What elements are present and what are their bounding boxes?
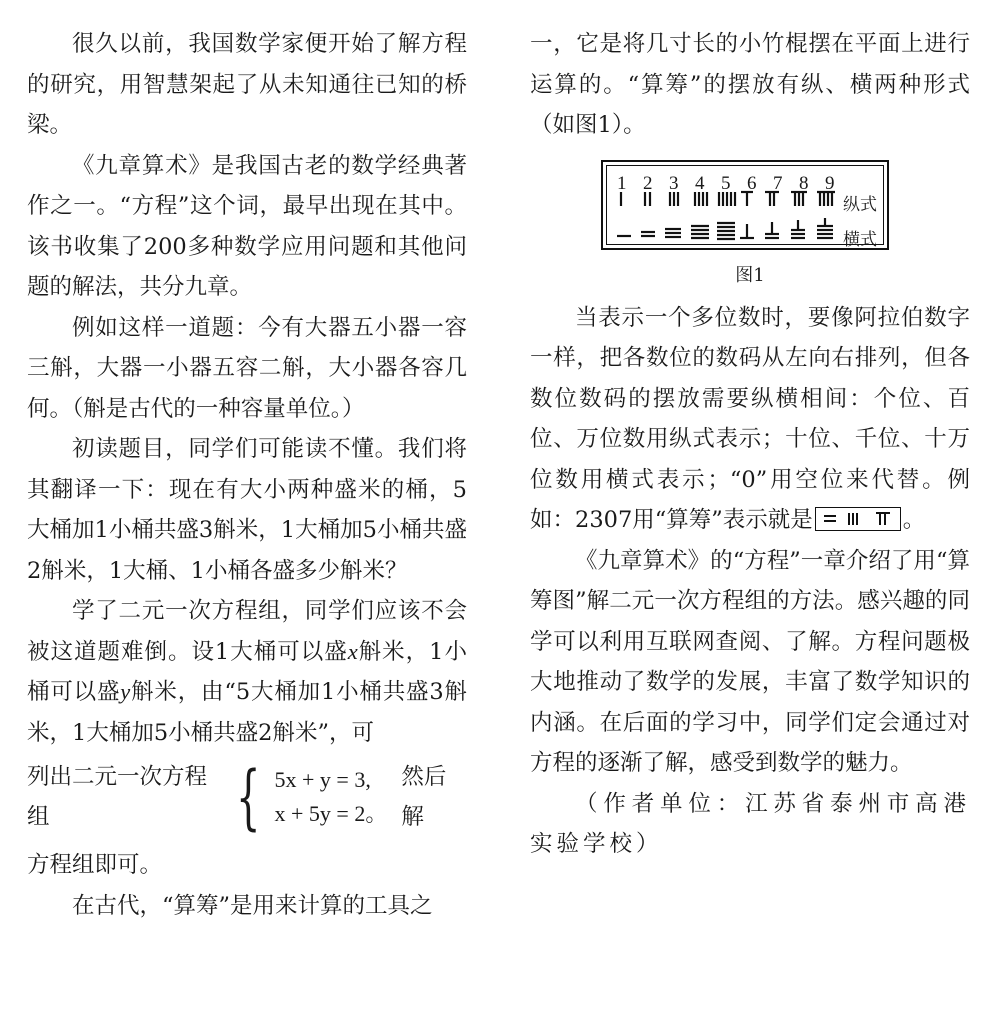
solution-text-c: 斛米，由“5大桶加1小桶共盛3斛米，1大桶加5小桶共盛2斛米”，可 — [27, 679, 467, 746]
variable-x: x — [347, 638, 358, 664]
variable-y: y — [120, 679, 131, 704]
digit-label: 7 — [773, 172, 783, 194]
paragraph-translation: 初读题目，同学们可能读不懂。我们将其翻译一下：现在有大小两种盛米的桶，5大桶加1小桶共盛3斛米，1大桶加5小桶共盛2斛米，1大桶、1小桶各盛多少斛米？ — [27, 436, 467, 584]
left-column — [27, 24, 467, 926]
paragraph-jiuzhang: 《九章算术》是我国古老的数学经典著作之一。“方程”这个词，最早出现在其中。该书收集了200多种数学应用问题和其他问题的解法，共分九章。 — [27, 152, 467, 300]
paragraph-solution — [27, 591, 467, 753]
author-affiliation: （作者单位：江苏省泰州市高港实验学校） — [530, 790, 970, 857]
multidigit-text: 当表示一个多位数时，要像阿拉伯数字一样，把各数位的数码从左向右排列，但各数位数码的摆放需要纵横相间：个位、百位、万位数用纵式表示；十位、千位、十万位数用横式表示；“0”用空位来代替。例如：2307用“算筹”表示就是 — [530, 304, 970, 533]
rod-2307-graphic — [815, 507, 901, 531]
figure-counting-rods — [601, 160, 889, 250]
equation-1: 5x + y = 3, — [274, 767, 371, 792]
figure-caption: 图1 — [735, 264, 765, 286]
solution-text-b: 斛米，1小桶可以盛 — [27, 638, 467, 705]
equation-system — [275, 763, 388, 831]
paragraph-suanchou-cont: 一，它是将几寸长的小竹棍摆在平面上进行运算的。“算筹”的摆放有纵、横两种形式（如图1）。 — [530, 31, 970, 138]
counting-rods-graphic — [617, 186, 857, 244]
equation-after-text: 然后解 — [401, 763, 447, 830]
paragraph-conclusion: 《九章算术》的“方程”一章介绍了用“算筹图”解二元一次方程组的方法。感兴趣的同学可以利用互联网查阅、了解。方程问题极大地推动了数学的发展，丰富了数学知识的内涵。在后面的学习中，同学们定会通过对方程的逐渐了解，感受到数学的魅力。 — [530, 547, 970, 776]
equation-system-line — [27, 749, 467, 845]
digit-label: 3 — [669, 172, 679, 194]
paragraph-example-problem: 例如这样一道题：今有大器五小器一容三斛，大器一小器五容二斛，大小器各容几何。（斛是古代的一种容量单位。） — [27, 314, 467, 422]
digit-label: 6 — [747, 172, 757, 194]
right-column — [530, 24, 970, 865]
equation-tail-text: 方程组即可。 — [27, 852, 163, 878]
paragraph-suanchou-start: 在古代，“算筹”是用来计算的工具之 — [72, 892, 433, 919]
digit-label: 9 — [825, 172, 835, 194]
digit-label: 2 — [643, 172, 653, 194]
brace-icon: { — [235, 756, 261, 838]
equation-2: x + 5y = 2。 — [274, 801, 388, 826]
multidigit-end: 。 — [902, 507, 926, 533]
paragraph-intro: 很久以前，我国数学家便开始了解方程的研究，用智慧架起了从未知通往已知的桥梁。 — [27, 31, 467, 138]
equation-lead-text: 列出二元一次方程组 — [27, 763, 208, 830]
digit-label: 4 — [695, 172, 705, 194]
label-horizontal-form: 横式 — [843, 229, 877, 250]
label-vertical-form: 纵式 — [843, 194, 877, 215]
digit-label: 1 — [617, 172, 627, 194]
paragraph-multidigit — [530, 298, 970, 541]
solution-text-a: 学了二元一次方程组，同学们应该不会被这道题难倒。设1大桶可以盛 — [27, 598, 467, 665]
digit-label: 5 — [721, 172, 731, 194]
digit-label: 8 — [799, 172, 809, 194]
